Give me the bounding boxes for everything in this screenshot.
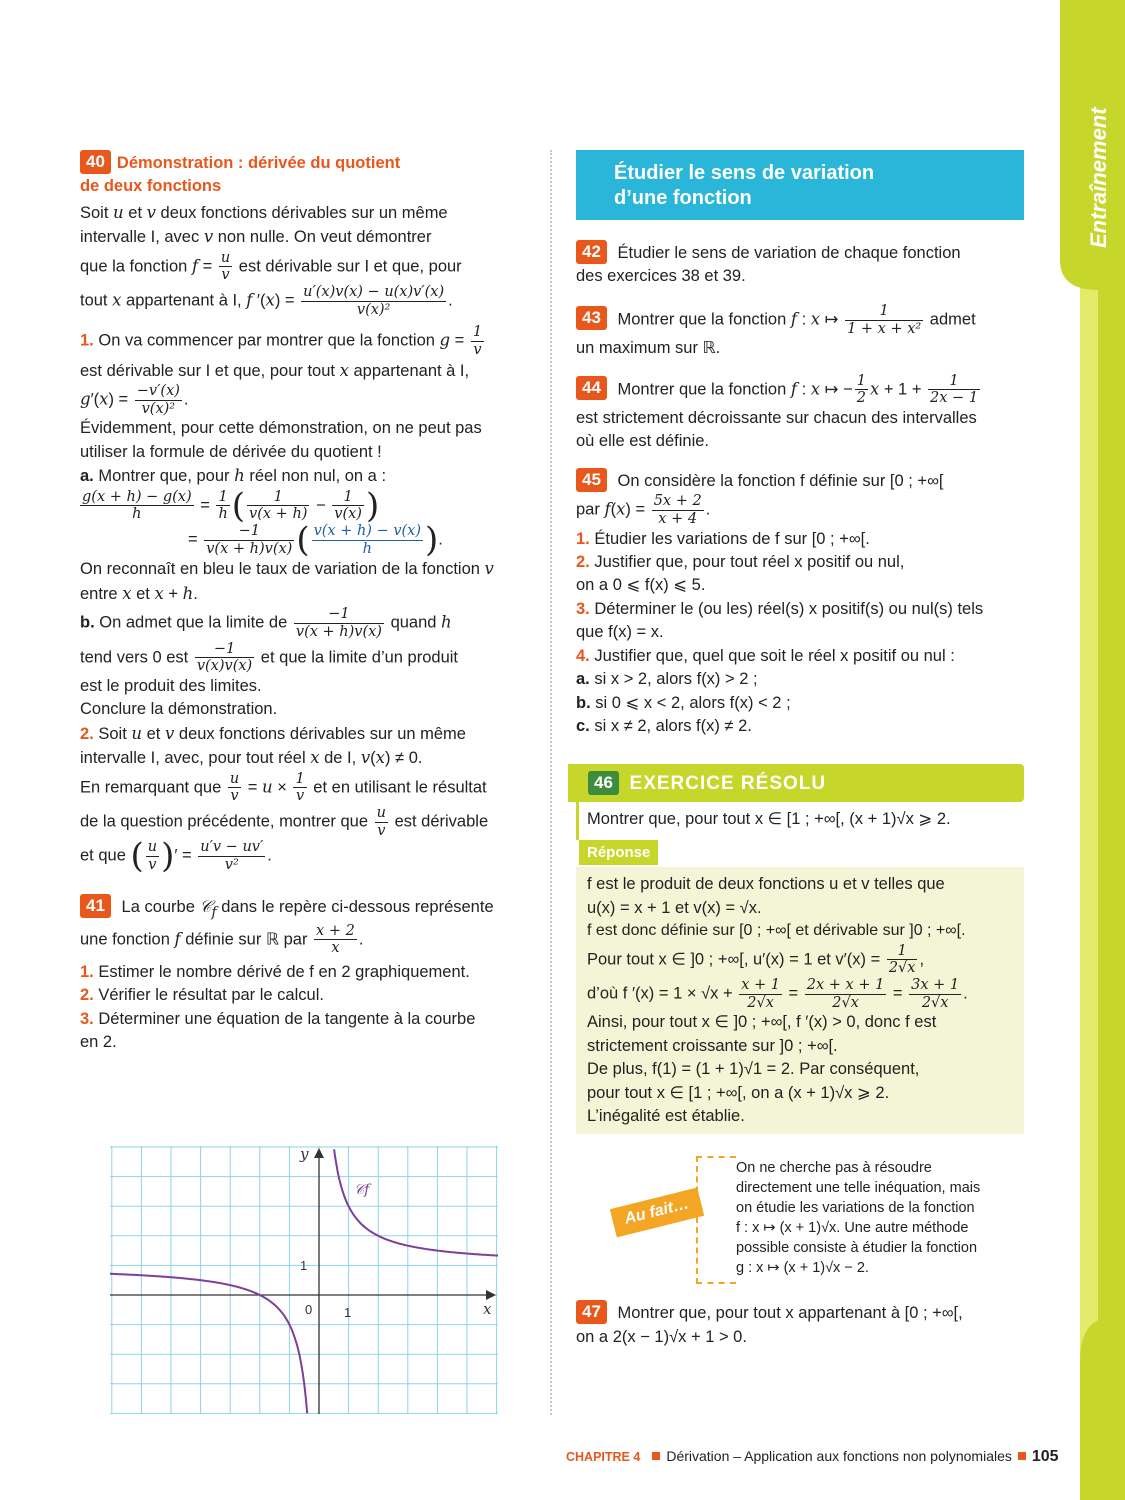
square-bullet <box>1018 1452 1026 1460</box>
graph-grid <box>110 1146 498 1414</box>
question-2: 2. Vérifier le résultat par le calcul. <box>80 986 324 1005</box>
au-fait-note <box>576 1156 1024 1296</box>
page-footer <box>566 1446 1076 1469</box>
paragraph: Conclure la démonstration. <box>80 700 278 719</box>
au-fait-badge: Au fait… <box>610 1188 704 1238</box>
chapter-title: Dérivation – Application aux fonctions non polynomiales <box>666 1448 1012 1464</box>
chapter-label: CHAPITRE 4 <box>566 1450 641 1464</box>
paragraph: utiliser la formule de dérivée du quotient ! <box>80 442 382 461</box>
exercise-title: Démonstration : dérivée du quotient <box>116 154 401 172</box>
exercise-47: 47 Montrer que, pour tout x appartenant à [0 ; +∞[, on a 2(x − 1)√x + 1 > 0. <box>576 1302 963 1346</box>
curve-label: 𝒞f <box>354 1182 370 1198</box>
solved-exercise-header <box>568 764 1024 802</box>
formula-block: $\frac{g(x + h) - g(x)}{h}$ = $\frac{1}{h}$ ( $\frac{1}{v(x + h)}$ − $\frac{1}{v(x)}$ ) = $\frac{-1}{v(x + h)v(x)}$ ( $\frac{v(x + h) - v(x)}{h}$ ). <box>82 485 443 561</box>
response-tag: Réponse <box>579 840 658 865</box>
exercise-40 <box>80 150 530 877</box>
exercise-41: 41 La courbe 𝒞$_f$ dans le repère ci-dessous représente une fonction f définie sur ℝ par $\frac{x + 2}{x}$ . 1. Estimer le nombre dérivé de f en 2 graphiquement. 2. Vérifier le résultat par le calcul. 3. Déterminer une équation de la tangente à la courbe en 2. <box>80 894 530 1055</box>
paragraph: tend vers 0 est $\frac{-1}{v(x)v(x)}$ et que la limite d’un produit <box>80 640 458 675</box>
paragraph: est le produit des limites. <box>80 676 262 695</box>
paragraph: de la question précédente, montrer que $\frac{u}{v}$ est dérivable <box>80 805 489 839</box>
side-tab-label <box>1080 88 1116 258</box>
paragraph: En remarquant que $\frac{u}{v}$ = u × $\frac{1}{v}$ et en utilisant le résultat <box>80 770 487 805</box>
paragraph: une fonction f définie sur ℝ par $\frac{x + 2}{x}$ . <box>80 922 364 957</box>
origin-label: 0 <box>305 1302 313 1317</box>
exercise-45: 45 On considère la fonction f définie sur [0 ; +∞[ par f(x) = $\frac{5x + 2}{x + 4}$ . 1. Étudier les variations de f sur [0 ; +∞[. 2. Justifier que, pour tout réel x positif ou nul, on a 0 ⩽ f(x) ⩽ 5. 3. Déterminer le (ou les) réel(s) x positif(s) ou nul(s) tels que f(x) = x. 4. Justifier que, quel que soit le réel x positif ou nul : a. si x > 2, alors f(x) > 2 ; b. si 0 ⩽ x < 2, alors f(x) < 2 ; c. si x ≠ 2, alors f(x) ≠ 2. <box>576 469 984 735</box>
paragraph: entre x et x + h. <box>80 583 198 603</box>
function-graph <box>110 1146 498 1414</box>
paragraph: que la fonction f = $\frac{u}{v}$ est dérivable sur I et que, pour <box>80 249 462 284</box>
exercise-43: 43 Montrer que la fonction f : x ↦ $\frac{1}{\text{1 + x + x²}}$ admet un maximum sur ℝ. <box>576 302 976 358</box>
exercise-title-line-2: de deux fonctions <box>80 177 222 196</box>
x-axis <box>110 1290 496 1300</box>
paragraph: intervalle I, avec, pour tout réel x de I, v(x) ≠ 0. <box>80 748 423 768</box>
x-tick-label: 1 <box>344 1305 352 1320</box>
section-header: Étudier le sens de variation d’une fonction <box>576 150 1024 220</box>
column-divider <box>550 150 552 1415</box>
x-axis-label: x <box>483 1300 492 1318</box>
au-fait-text: On ne cherche pas à résoudre directement une telle inéquation, mais on étudie les variations de la fonction f : x ↦ (x + 1)√x. Une autre méthode possible consiste à étudier la fonction g : x ↦ (x + 1)√x − 2. <box>736 1160 981 1277</box>
exercise-number: 46 <box>588 771 619 795</box>
paragraph: intervalle I, avec v non nulle. On veut démontrer <box>80 227 432 247</box>
formula: g′(x) = $\frac{-v'(x)}{\text{v(x)²}}$ . <box>80 383 189 417</box>
paragraph: en 2. <box>80 1033 117 1052</box>
exercise-46-solved <box>576 764 1024 1134</box>
dashed-bracket <box>696 1156 736 1284</box>
question-3: 3. Déterminer une équation de la tangente à la courbe <box>80 1009 476 1028</box>
response-box: f est le produit de deux fonctions u et v telles que u(x) = x + 1 et v(x) = √x. f est donc définie sur [0 ; +∞[ et dérivable sur ]0 ; +∞[. Pour tout x ∈ ]0 ; +∞[, u′(x) = 1 et v′(x) = $\frac{1}{2√x}$ , d’où f ′(x) = 1 × √x + $\frac{x + 1}{2√x}$ = $\frac{2x + x + 1}{2√x}$ = $\frac{3x + 1}{2√x}$ . Ainsi, pour tout x ∈ ]0 ; +∞[, f ′(x) > 0, donc f est strictement croissante sur ]0 ; +∞[. De plus, f(1) = (1 + 1)√1 = 2. Par conséquent, pour tout x ∈ [1 ; +∞[, on a (x + 1)√x ⩾ 2. L’inégalité est établie. <box>576 867 1024 1134</box>
exercise-number: 40 <box>80 150 111 174</box>
paragraph: On reconnaît en bleu le taux de variation de la fonction v <box>80 559 494 579</box>
question-a: a. Montrer que, pour h réel non nul, on a : <box>80 466 387 486</box>
paragraph: et que ( $\frac{u}{v}$ )′ = $\frac{u'v - uv'}{\text{v²}}$ . <box>80 836 272 877</box>
paragraph: est dérivable sur I et que, pour tout x appartenant à I, <box>80 360 470 380</box>
paragraph: Évidemment, pour cette démonstration, on ne peut pas <box>80 419 482 438</box>
question-1: 1. On va commencer par montrer que la fonction g = $\frac{1}{v}$ <box>80 324 483 359</box>
curve-right-branch <box>334 1149 498 1255</box>
side-tab-text: Entraînement <box>1086 107 1111 248</box>
exercise-number: 43 <box>576 306 607 330</box>
paragraph: tout x appartenant à I, f ′(x) = $\frac{u'(x)v(x) - u(x)v'(x)}{\text{v(x)²}}$ . <box>80 284 453 318</box>
exercise-44: 44 Montrer que la fonction f : x ↦ − $\frac{1}{2}$ x + 1 + $\frac{1}{2x - 1}$ est strictement décroissante sur chacun des intervalles où elle est définie. <box>576 372 979 451</box>
exercise-number: 47 <box>576 1300 607 1324</box>
left-column <box>80 150 530 1055</box>
solved-exercise-label: EXERCICE RÉSOLU <box>629 773 827 795</box>
page-number: 105 <box>1031 1448 1059 1465</box>
y-axis <box>314 1148 324 1414</box>
exercise-number: 44 <box>576 376 607 400</box>
question-1: 1. Estimer le nombre dérivé de f en 2 graphiquement. <box>80 962 470 981</box>
y-axis-label: y <box>300 1146 309 1163</box>
question-b: b. On admet que la limite de $\frac{-1}{v(x + h)v(x)}$ quand h <box>80 606 452 640</box>
square-bullet <box>652 1452 660 1460</box>
paragraph: Soit u et v deux fonctions dérivables sur un même <box>80 202 448 222</box>
exercise-number: 45 <box>576 468 607 492</box>
exercise-number: 42 <box>576 240 607 264</box>
graph-svg <box>110 1146 498 1414</box>
question-2: 2. Soit u et v deux fonctions dérivables sur un même <box>80 723 466 743</box>
y-tick-label: 1 <box>300 1258 308 1273</box>
solved-statement: Montrer que, pour tout x ∈ [1 ; +∞[, (x + 1)√x ⩾ 2. <box>576 802 1024 839</box>
exercise-42: 42 Étudier le sens de variation de chaque fonction des exercices 38 et 39. <box>576 242 961 286</box>
exercise-number: 41 <box>80 894 111 918</box>
right-column <box>576 150 1024 1349</box>
